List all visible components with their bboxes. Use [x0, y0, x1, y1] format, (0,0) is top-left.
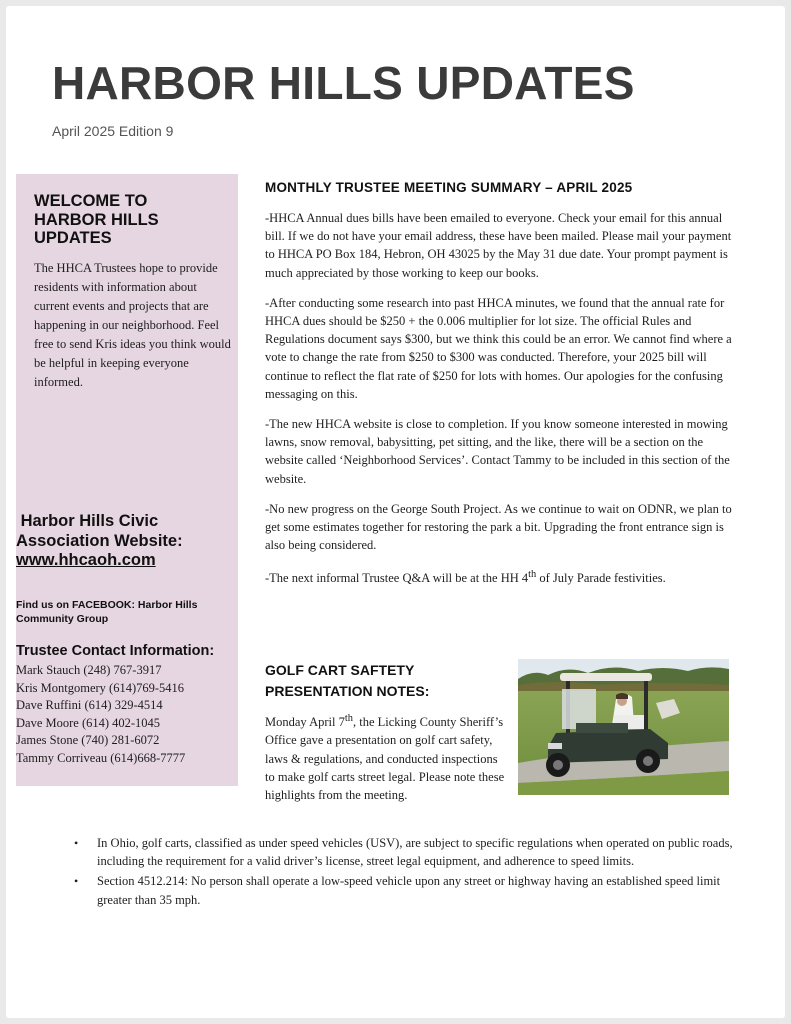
website-link[interactable]: www.hhcaoh.com [16, 551, 156, 569]
golf-superscript: th [344, 713, 353, 724]
bullet-icon: • [74, 874, 79, 889]
welcome-text: The HHCA Trustees hope to provide residents with information about current events and projects that are happening in our neighborhood. Feel free to send Kris ideas you think would be helpful in keeping everyone informed. [34, 261, 231, 389]
contact-item: Dave Ruffini (614) 329-4514 [16, 698, 163, 712]
contacts-list [16, 662, 185, 767]
golf-cart-illustration [518, 659, 729, 795]
newsletter-title: HARBOR HILLS UPDATES [52, 57, 635, 109]
golf-intro-start: Monday April 7 [265, 715, 345, 730]
meeting-paragraph: -The new HHCA website is close to completion. If you know someone interested in mowing lawns, snow removal, babysitting, pet sitting, and the like, there will be a section on the website called ‘Neighborhood Services’. Contact Tammy to be included in this section of the website. [265, 417, 730, 486]
bullet-text: Section 4512.214: No person shall operate a low-speed vehicle upon any street or highway having an established speed limit greater than 35 mph. [97, 874, 721, 907]
contact-item: Kris Montgomery (614)769-5416 [16, 680, 185, 695]
meeting-paragraph-qa [265, 566, 743, 587]
bullet-item [72, 834, 752, 870]
welcome-heading: WELCOME TO HARBOR HILLS UPDATES [34, 192, 159, 247]
sidebar [16, 174, 238, 786]
contact-item: Tammy Corriveau (614)668-7777 [16, 750, 186, 765]
qa-superscript: th [528, 569, 537, 581]
bullet-item [72, 872, 752, 908]
meeting-heading: MONTHLY TRUSTEE MEETING SUMMARY – APRIL 2025 [265, 180, 633, 195]
golf-heading: GOLF CART SAFTETY PRESENTATION NOTES: [265, 662, 430, 699]
newsletter-page [6, 6, 785, 1018]
golf-intro-end: , the Licking County Sheriff’s Office gave a presentation on golf cart safety, laws & regulations, and conducted inspections to make golf carts street legal. Please note these highlights from the meeting. [265, 715, 505, 802]
contact-item: Mark Stauch (248) 767-3917 [16, 663, 162, 677]
golf-intro [265, 710, 507, 804]
facebook-note: Find us on FACEBOOK: Harbor Hills Community Group [16, 599, 198, 625]
website-heading [16, 511, 238, 551]
bullet-text: In Ohio, golf carts, classified as under speed vehicles (USV), are subject to specific regulations when operated on public roads, including the requirement for a valid driver’s license, street legal equipment, and adherence to speed limits. [97, 836, 733, 869]
contact-item: Dave Moore (614) 402-1045 [16, 715, 161, 730]
qa-text-end: of July Parade festivities. [536, 571, 666, 586]
meeting-paragraph: -HHCA Annual dues bills have been emailed to everyone. Check your email for this annual bill. If we do not have your email address, these have been mailed. Please mail your payment to HHCA PO Box 184, Hebron, OH 43025 by the May 31 due date. Your prompt payment is much appreciated by those working to keep our books. [265, 211, 732, 280]
golf-cart-photo [518, 659, 729, 795]
website-heading-text: Harbor Hills Civic Association Website: [16, 512, 183, 550]
meeting-summary [265, 209, 743, 600]
contacts-heading: Trustee Contact Information: [16, 643, 215, 659]
meeting-paragraph: -After conducting some research into past HHCA minutes, we found that the annual rate for HHCA dues should be $250 + the 0.006 multiplier for lot size. The official Rules and Regulations document says $300, but we think this could be an error. We cannot find where a vote to change the rate from $250 to $300 was conducted. Therefore, your 2025 bill will continue to reflect the flat rate of $250 for lots with homes. Our apologies for the confusing messaging on this. [265, 295, 732, 401]
bullet-icon: • [74, 836, 79, 850]
golf-bullet-list [72, 834, 752, 911]
qa-text-start: -The next informal Trustee Q&A will be at the HH 4 [265, 571, 529, 586]
meeting-paragraph: -No new progress on the George South Project. As we continue to wait on ODNR, we plan to get some estimates together for restoring the park a bit. Upgrading the front entrance sign is also being considered. [265, 501, 732, 553]
edition-label: April 2025 Edition 9 [52, 123, 174, 139]
contact-item: James Stone (740) 281-6072 [16, 733, 160, 747]
